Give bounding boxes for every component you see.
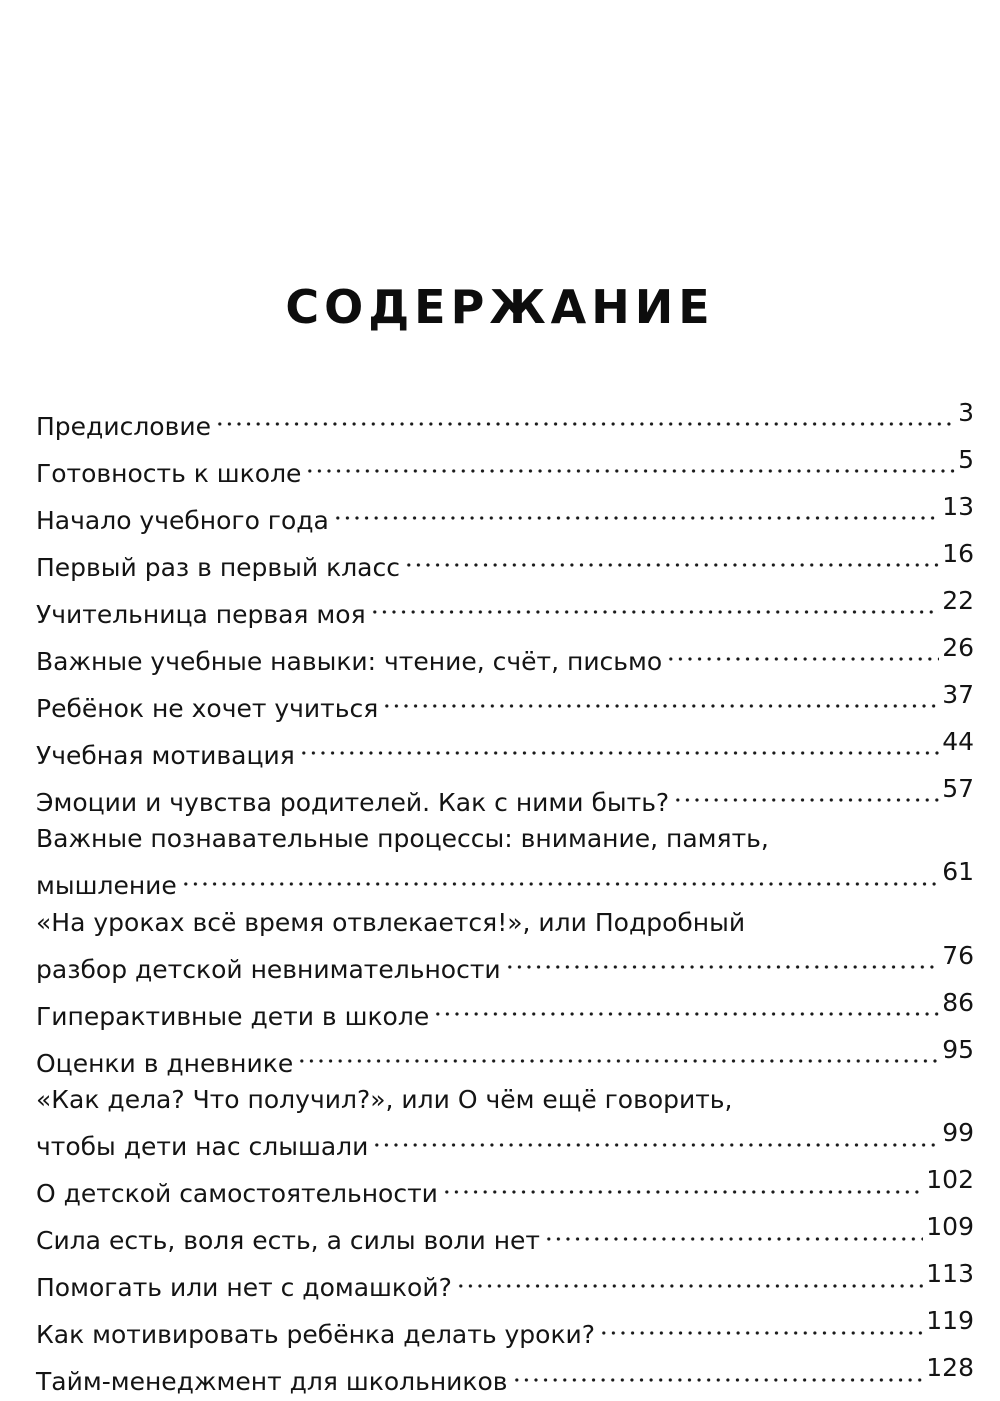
toc-entry-title: Как мотивировать ребёнка делать уроки? — [36, 1320, 596, 1349]
toc-entry-title: Эмоции и чувства родителей. Как с ними быть? — [36, 787, 670, 817]
toc-entry-title: Сила есть, воля есть, а силы воли нет — [36, 1226, 540, 1255]
toc-entry-line — [36, 988, 974, 1035]
dot-leader — [512, 1352, 924, 1389]
toc-entry-line — [36, 941, 974, 988]
toc-entry-page-number: 95 — [942, 1034, 974, 1064]
toc-entry — [36, 1035, 974, 1082]
toc-entry — [36, 1307, 974, 1354]
toc-entry-page-number: 3 — [958, 397, 974, 427]
toc-entry — [36, 1260, 974, 1307]
toc-entry-line — [36, 774, 974, 821]
toc-entry-line — [36, 586, 974, 633]
dot-leader — [305, 443, 955, 480]
toc-entry-line — [36, 1035, 974, 1082]
toc-entry-line — [36, 492, 974, 539]
dot-leader — [673, 772, 939, 809]
dot-leader — [181, 856, 939, 893]
toc-entry-title: мышление — [36, 871, 177, 900]
toc-entry — [36, 1166, 974, 1213]
toc-entry-title: Оценки в дневнике — [36, 1048, 294, 1078]
toc-entry-title: Тайм-менеджмент для школьников — [36, 1367, 508, 1396]
toc-entry-page-number: 113 — [926, 1259, 974, 1288]
dot-leader — [382, 678, 939, 715]
toc-entry-line — [36, 539, 974, 586]
toc-entry-title-first-line: Важные познавательные процессы: внимание, память, — [36, 824, 769, 853]
dot-leader — [333, 490, 939, 527]
toc-entry-line — [36, 1213, 974, 1260]
toc-entry-page-number: 61 — [942, 857, 974, 886]
dot-leader — [544, 1211, 923, 1248]
toc-entry — [36, 445, 974, 492]
toc-entry-line — [36, 727, 974, 774]
toc-entry-page-number: 119 — [926, 1306, 974, 1335]
toc-entry — [36, 1082, 974, 1166]
toc-entry-line — [36, 1260, 974, 1307]
toc-entry-title: чтобы дети нас слышали — [36, 1132, 369, 1161]
toc-entry-title: Гиперактивные дети в школе — [36, 1001, 430, 1031]
toc-entry-line — [36, 1307, 974, 1354]
toc-entry-line — [36, 398, 974, 445]
toc-entry-title: Первый раз в первый класс — [36, 552, 400, 582]
toc-entry-line — [36, 633, 974, 680]
toc-entry — [36, 633, 974, 680]
toc-entry — [36, 905, 974, 989]
toc-entry-page-number: 99 — [942, 1118, 974, 1147]
toc-entry — [36, 539, 974, 586]
toc-entry-page-number: 26 — [942, 632, 974, 662]
dot-leader — [215, 396, 955, 433]
toc-entry — [36, 821, 974, 905]
dot-leader — [404, 537, 939, 574]
dot-leader — [505, 939, 940, 976]
toc-entry-title: разбор детской невнимательности — [36, 954, 501, 984]
dot-leader — [666, 631, 939, 668]
toc-entry-title: О детской самостоятельности — [36, 1179, 438, 1208]
toc-entry-page-number: 76 — [942, 940, 974, 970]
toc-entry-page-number: 22 — [942, 585, 974, 615]
toc-entry-title: Начало учебного года — [36, 505, 329, 535]
toc-entry — [36, 988, 974, 1035]
toc-entry-page-number: 57 — [942, 773, 974, 803]
toc-entry — [36, 680, 974, 727]
toc-entry-title-first-line: «На уроках всё время отвлекается!», или Подробный — [36, 907, 746, 937]
toc-entry-title: Ребёнок не хочет учиться — [36, 693, 379, 723]
dot-leader — [442, 1164, 923, 1201]
toc-entry-title: Помогать или нет с домашкой? — [36, 1273, 452, 1302]
dot-leader — [297, 1033, 939, 1070]
toc-entry-page-number: 13 — [942, 491, 974, 521]
toc-entry — [36, 586, 974, 633]
dot-leader — [370, 584, 940, 621]
toc-entry-title: Важные учебные навыки: чтение, счёт, письмо — [36, 646, 663, 676]
toc-entry-page-number: 44 — [942, 726, 974, 756]
dot-leader — [599, 1305, 923, 1342]
toc-entry-page-number: 16 — [942, 538, 974, 568]
toc-entry-page-number: 109 — [926, 1212, 974, 1241]
toc-entry — [36, 492, 974, 539]
toc-entry-page-number: 86 — [942, 987, 974, 1017]
toc-entry-line — [36, 1354, 974, 1401]
toc-entry-page-number: 37 — [942, 679, 974, 709]
dot-leader — [372, 1117, 939, 1154]
toc-entry-line — [36, 680, 974, 727]
dot-leader — [456, 1258, 923, 1295]
toc-entry-title: Учительница первая моя — [36, 599, 366, 629]
toc-entry-title: Предисловие — [36, 411, 211, 441]
toc-entry — [36, 774, 974, 821]
table-of-contents — [36, 398, 974, 1401]
toc-entry-title-first-line: «Как дела? Что получил?», или О чём ещё говорить, — [36, 1085, 733, 1114]
contents-heading: СОДЕРЖАНИЕ — [285, 280, 715, 334]
toc-entry — [36, 1354, 974, 1401]
dot-leader — [299, 725, 939, 762]
toc-entry-page-number: 5 — [958, 444, 974, 474]
toc-entry — [36, 727, 974, 774]
toc-entry-line — [36, 858, 974, 905]
toc-entry-page-number: 128 — [926, 1353, 974, 1382]
toc-entry-line — [36, 1166, 974, 1213]
toc-entry-title: Готовность к школе — [36, 458, 302, 488]
toc-entry-line — [36, 1119, 974, 1166]
toc-entry — [36, 1213, 974, 1260]
toc-entry-title: Учебная мотивация — [36, 740, 295, 770]
toc-entry-page-number: 102 — [926, 1165, 974, 1194]
toc-entry-line — [36, 445, 974, 492]
toc-entry — [36, 398, 974, 445]
dot-leader — [433, 986, 939, 1023]
